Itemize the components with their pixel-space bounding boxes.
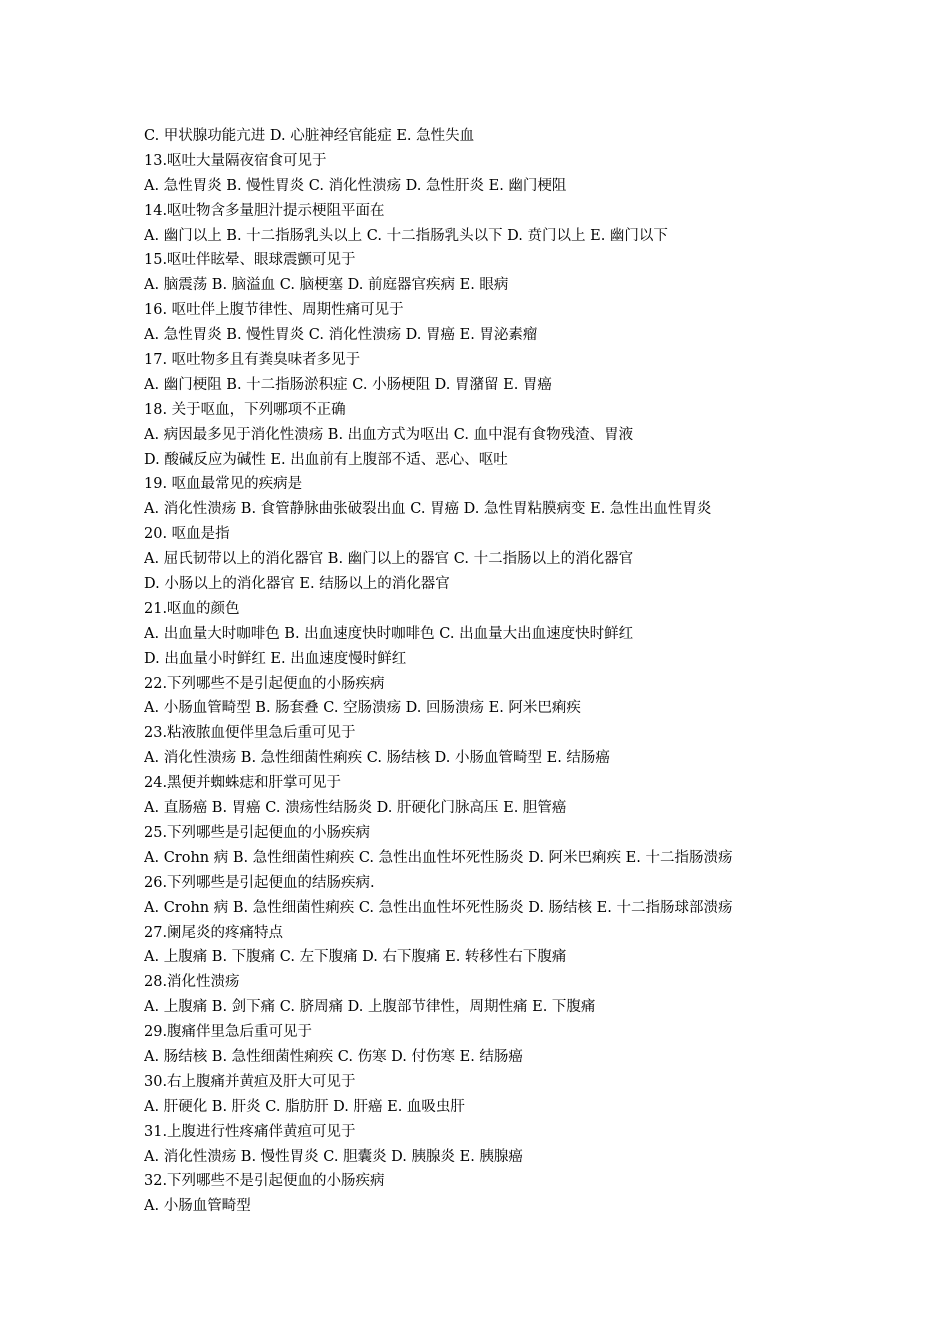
document-page — [144, 124, 844, 1219]
question-line: 18. 关于呕血，下列哪项不正确 — [144, 401, 346, 418]
options-line: A. 幽门以上 B. 十二指肠乳头以上 C. 十二指肠乳头以下 D. 贲门以上 E. 幽门以下 — [144, 227, 668, 244]
options-line: A. 小肠血管畸型 — [144, 1198, 251, 1215]
options-line: A. 上腹痛 B. 剑下痛 C. 脐周痛 D. 上腹部节律性，周期性痛 E. 下腹痛 — [144, 999, 596, 1016]
question-line: 16. 呕吐伴上腹节律性、周期性痛可见于 — [144, 302, 404, 319]
options-line: A. 出血量大时咖啡色 B. 出血速度快时咖啡色 C. 出血量大出血速度快时鲜红 — [144, 625, 634, 642]
question-line: 32.下列哪些不是引起便血的小肠疾病 — [144, 1173, 385, 1190]
question-line: 20. 呕血是指 — [144, 526, 230, 543]
options-line: A. Crohn 病 B. 急性细菌性痢疾 C. 急性出血性坏死性肠炎 D. 阿米巴痢疾 E. 十二指肠溃疡 — [144, 849, 733, 866]
question-line: 28.消化性溃疡 — [144, 974, 240, 991]
options-line: A. 屈氏韧带以上的消化器官 B. 幽门以上的器官 C. 十二指肠以上的消化器官 — [144, 551, 634, 568]
question-line: 19. 呕血最常见的疾病是 — [144, 476, 303, 493]
options-line: A. Crohn 病 B. 急性细菌性痢疾 C. 急性出血性坏死性肠炎 D. 肠结核 E. 十二指肠球部溃疡 — [144, 899, 733, 916]
options-line: A. 上腹痛 B. 下腹痛 C. 左下腹痛 D. 右下腹痛 E. 转移性右下腹痛 — [144, 949, 567, 966]
options-line: A. 肠结核 B. 急性细菌性痢疾 C. 伤寒 D. 付伤寒 E. 结肠癌 — [144, 1048, 523, 1065]
options-line: A. 消化性溃疡 B. 急性细菌性痢疾 C. 肠结核 D. 小肠血管畸型 E. 结肠癌 — [144, 750, 610, 767]
question-line: 13.呕吐大量隔夜宿食可见于 — [144, 152, 327, 169]
options-line: A. 急性胃炎 B. 慢性胃炎 C. 消化性溃疡 D. 急性肝炎 E. 幽门梗阻 — [144, 177, 567, 194]
question-line: 31.上腹进行性疼痛伴黄疸可见于 — [144, 1123, 356, 1140]
options-line: A. 急性胃炎 B. 慢性胃炎 C. 消化性溃疡 D. 胃癌 E. 胃泌素瘤 — [144, 327, 538, 344]
text-line: C. 甲状腺功能亢进 D. 心脏神经官能症 E. 急性失血 — [144, 128, 475, 144]
options-line: D. 酸碱反应为碱性 E. 出血前有上腹部不适、恶心、呕吐 — [144, 451, 508, 468]
options-line: D. 出血量小时鲜红 E. 出血速度慢时鲜红 — [144, 650, 407, 667]
question-line: 14.呕吐物含多量胆汁提示梗阻平面在 — [144, 202, 385, 219]
question-line: 25.下列哪些是引起便血的小肠疾病 — [144, 824, 371, 841]
options-line: A. 小肠血管畸型 B. 肠套叠 C. 空肠溃疡 D. 回肠溃疡 E. 阿米巴痢疾 — [144, 700, 581, 717]
question-line: 30.右上腹痛并黄疸及肝大可见于 — [144, 1073, 356, 1090]
question-line: 22.下列哪些不是引起便血的小肠疾病 — [144, 675, 385, 692]
options-line: D. 小肠以上的消化器官 E. 结肠以上的消化器官 — [144, 576, 450, 593]
options-line: A. 消化性溃疡 B. 食管静脉曲张破裂出血 C. 胃癌 D. 急性胃粘膜病变 E. 急性出血性胃炎 — [144, 501, 712, 518]
question-line: 23.粘液脓血便伴里急后重可见于 — [144, 725, 356, 742]
question-line: 15.呕吐伴眩晕、眼球震颤可见于 — [144, 252, 356, 269]
options-line: A. 脑震荡 B. 脑溢血 C. 脑梗塞 D. 前庭器官疾病 E. 眼病 — [144, 277, 509, 294]
question-line: 17. 呕吐物多且有粪臭味者多见于 — [144, 352, 361, 369]
question-line: 26.下列哪些是引起便血的结肠疾病. — [144, 874, 375, 891]
question-line: 29.腹痛伴里急后重可见于 — [144, 1024, 313, 1041]
options-line: A. 消化性溃疡 B. 慢性胃炎 C. 胆囊炎 D. 胰腺炎 E. 胰腺癌 — [144, 1148, 523, 1165]
options-line: A. 病因最多见于消化性溃疡 B. 出血方式为呕出 C. 血中混有食物残渣、胃液 — [144, 426, 634, 443]
options-line: A. 直肠癌 B. 胃癌 C. 溃疡性结肠炎 D. 肝硬化门脉高压 E. 胆管癌 — [144, 800, 567, 817]
options-line: A. 肝硬化 B. 肝炎 C. 脂肪肝 D. 肝癌 E. 血吸虫肝 — [144, 1098, 465, 1115]
options-line: A. 幽门梗阻 B. 十二指肠淤积症 C. 小肠梗阻 D. 胃潴留 E. 胃癌 — [144, 376, 552, 393]
question-line: 21.呕血的颜色 — [144, 600, 240, 617]
question-line: 27.阑尾炎的疼痛特点 — [144, 924, 284, 941]
question-line: 24.黑便并蜘蛛痣和肝掌可见于 — [144, 775, 342, 792]
